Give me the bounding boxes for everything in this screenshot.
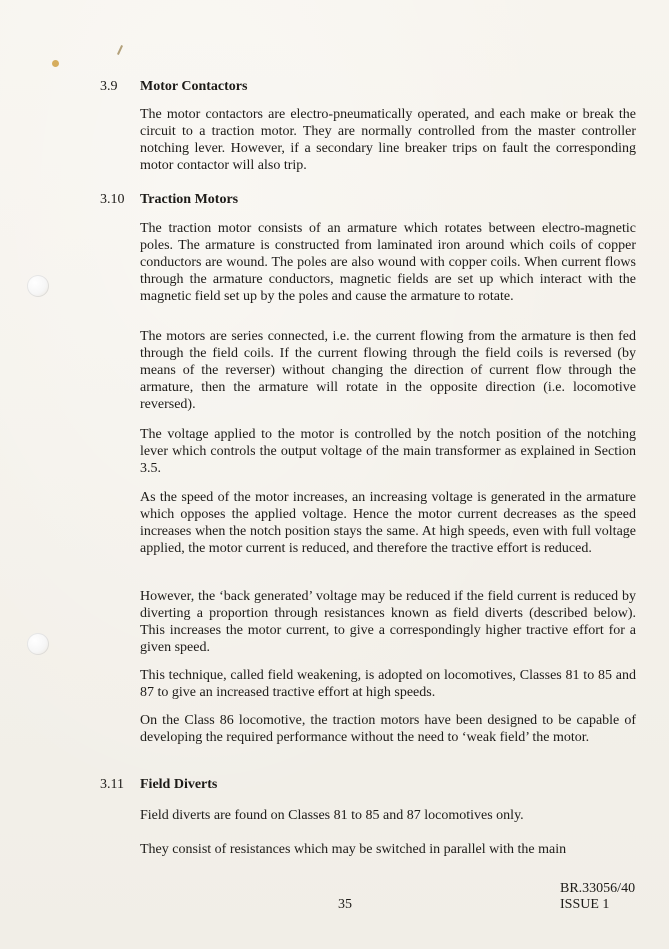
body-paragraph: The traction motor consists of an armature which rotates between electro-magnetic poles. The armature is constructed from laminated iron around which coils of copper conductors are wound. The poles are also wound with copper coils. When current flows through the armature conductors, magnetic fields are set up which interact with the magnetic field set up by the poles and cause the armature to rotate. [140, 221, 636, 304]
body-paragraph: As the speed of the motor increases, an increasing voltage is generated in the armature which opposes the applied voltage. Hence the motor current decreases as the speed increases when the notch position stays the same. At high speeds, even with full voltage applied, the motor current is reduced, and therefore the tractive effort is reduced. [140, 490, 636, 556]
body-paragraph: On the Class 86 locomotive, the traction motors have been designed to be capable of developing the required performance without the need to ‘weak field’ the motor. [140, 713, 636, 745]
section-number: 3.10 [100, 192, 125, 207]
body-paragraph: They consist of resistances which may be switched in parallel with the main [140, 842, 567, 857]
section-heading: Field Diverts [140, 777, 218, 792]
margin-mark-dot [52, 60, 59, 67]
section-heading: Motor Contactors [140, 79, 248, 94]
margin-mark-tick [117, 45, 123, 55]
issue-label: ISSUE 1 [560, 897, 610, 912]
section-number: 3.9 [100, 79, 118, 94]
document-reference [560, 881, 635, 913]
body-paragraph: The voltage applied to the motor is controlled by the notch position of the notching lever which controls the output voltage of the main transformer as explained in Section 3.5. [140, 427, 636, 476]
page-number: 35 [338, 897, 352, 912]
body-paragraph: The motors are series connected, i.e. the current flowing from the armature is then fed through the field coils. If the current flowing through the field coils is reversed (by means of the reverser) without changing the direction of current flow through the armature, then the armature will rotate in the opposite direction (i.e. locomotive reversed). [140, 329, 636, 412]
section-heading: Traction Motors [140, 192, 239, 207]
section-number: 3.11 [100, 777, 124, 792]
body-paragraph: The motor contactors are electro-pneumatically operated, and each make or break the circuit to a traction motor. They are normally controlled from the master controller notching lever. However, if a secondary line breaker trips on fault the corresponding motor contactor will also trip. [140, 107, 636, 173]
body-paragraph: This technique, called field weakening, is adopted on locomotives, Classes 81 to 85 and 87 to give an increased tractive effort at high speeds. [140, 668, 636, 700]
reference-code: BR.33056/40 [560, 881, 636, 896]
body-paragraph: Field diverts are found on Classes 81 to 85 and 87 locomotives only. [140, 808, 524, 823]
punch-hole-upper [27, 275, 49, 297]
body-paragraph: However, the ‘back generated’ voltage may be reduced if the field current is reduced by diverting a proportion through resistances known as field diverts (described below). This increases the motor current, to give a correspondingly higher tractive effort for a given speed. [140, 589, 636, 655]
punch-hole-lower [27, 633, 49, 655]
